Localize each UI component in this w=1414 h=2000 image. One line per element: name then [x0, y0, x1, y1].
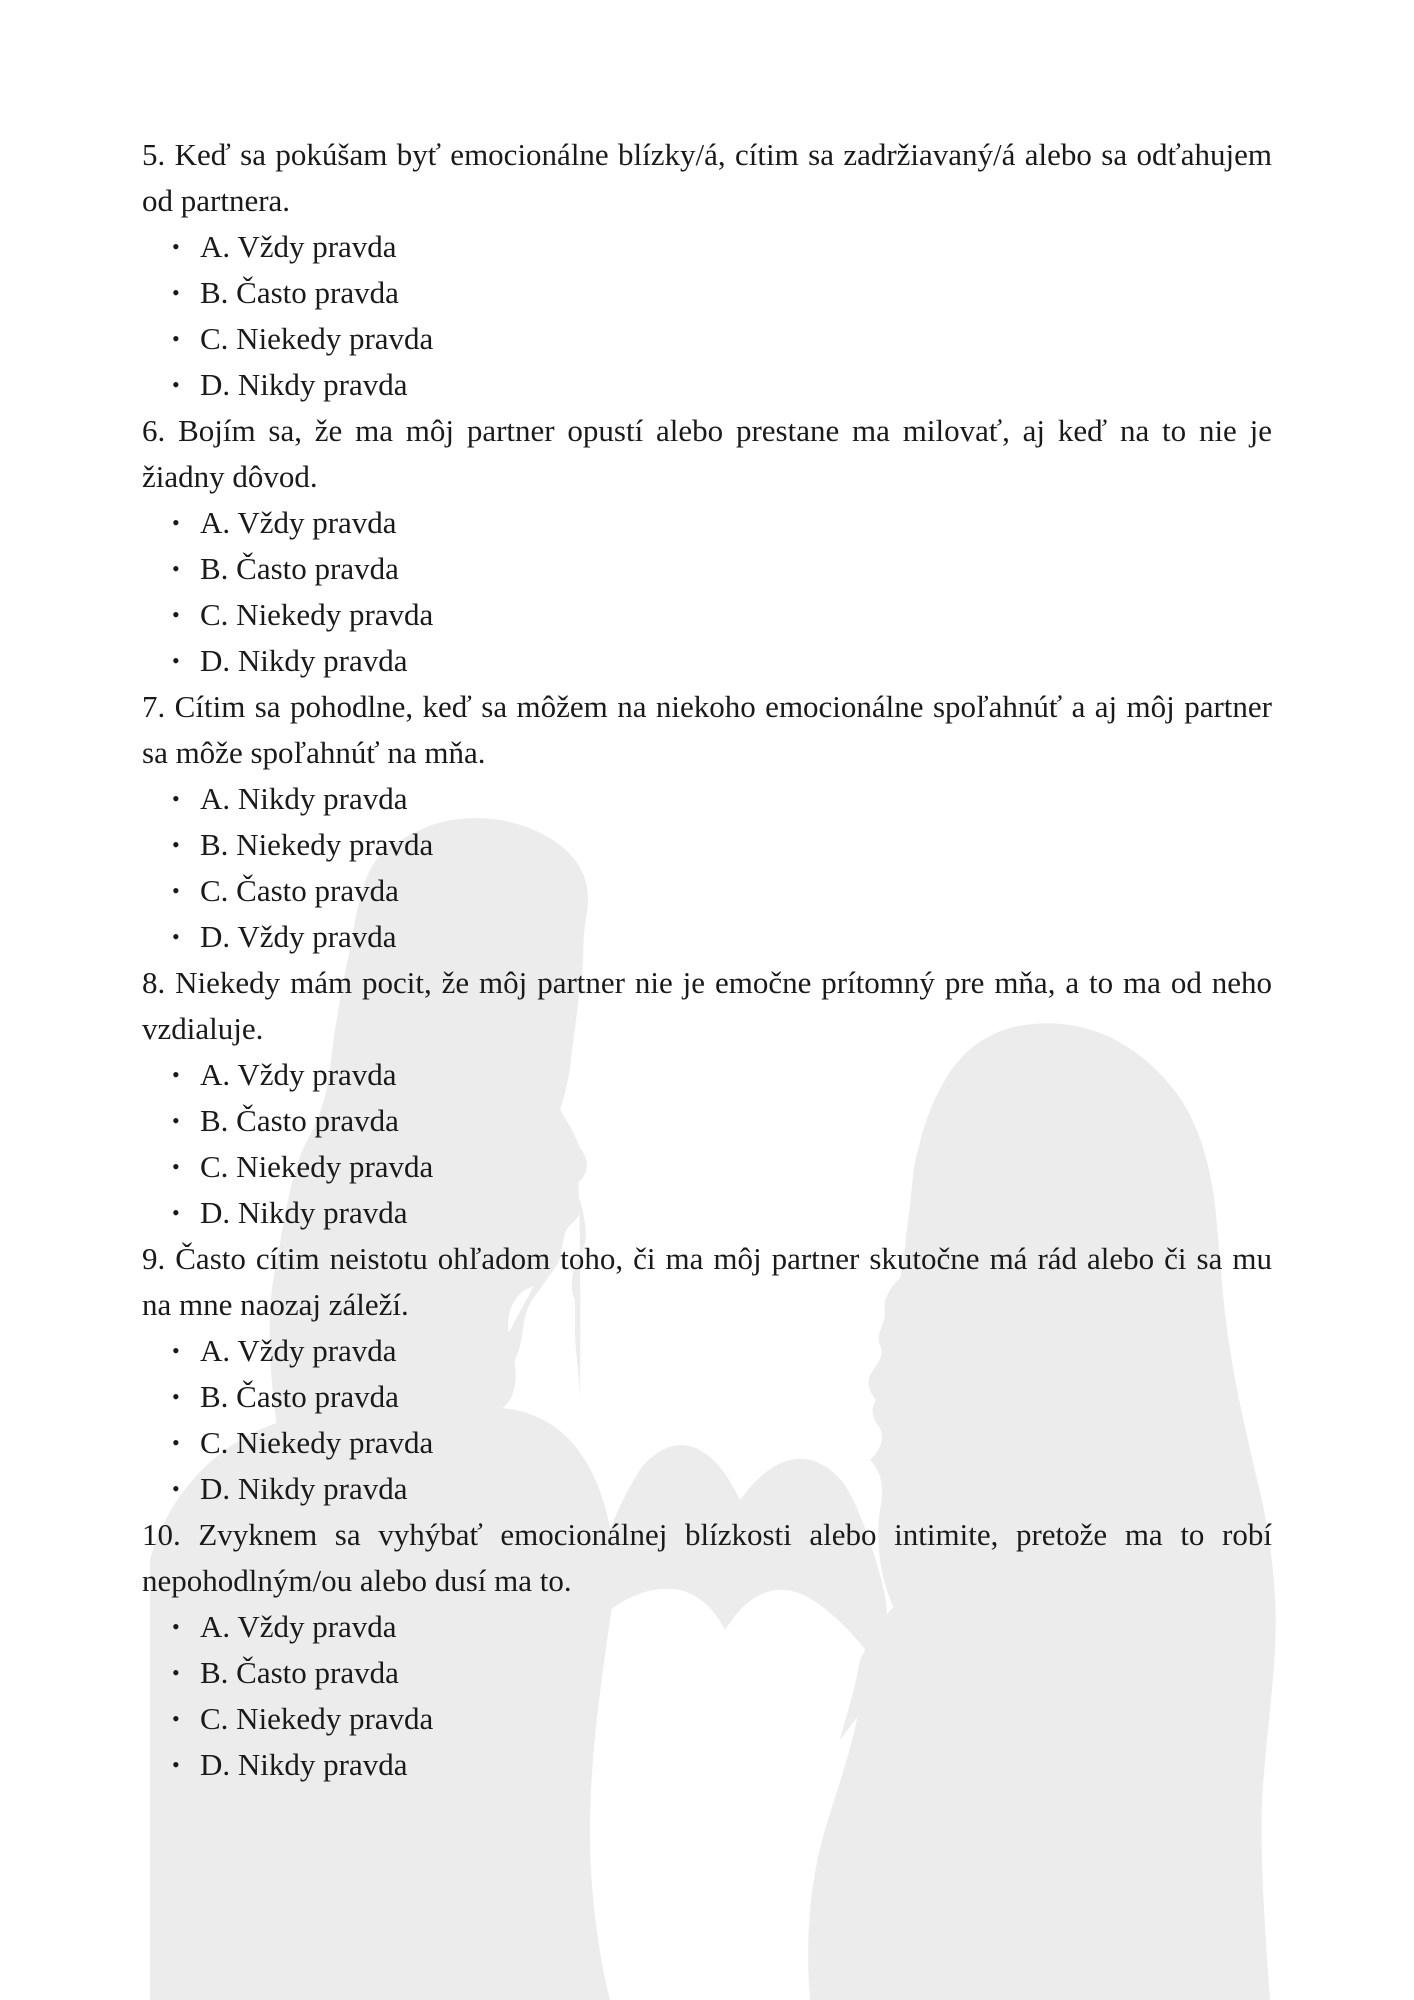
- answer-option-label: B. Často pravda: [200, 1655, 399, 1690]
- answer-option[interactable]: [172, 592, 1272, 638]
- answer-options: [142, 1052, 1272, 1236]
- question-9: [142, 1236, 1272, 1512]
- answer-option[interactable]: [172, 1696, 1272, 1742]
- answer-option-label: A. Vždy pravda: [200, 505, 397, 540]
- answer-option-label: B. Niekedy pravda: [200, 827, 434, 862]
- answer-option[interactable]: [172, 1328, 1272, 1374]
- answer-option-label: C. Niekedy pravda: [200, 1149, 434, 1184]
- question-7: [142, 684, 1272, 960]
- question-text: 10. Zvyknem sa vyhýbať emocionálnej blízkosti alebo intimite, pretože ma to robí nepohodlným/ou alebo dusí ma to.: [142, 1517, 1272, 1598]
- bullet-icon: •: [172, 1384, 180, 1409]
- question-text: 5. Keď sa pokúšam byť emocionálne blízky/á, cítim sa zadržiavaný/á alebo sa odťahujem od partnera.: [142, 137, 1272, 218]
- answer-option-label: B. Často pravda: [200, 1103, 399, 1138]
- bullet-icon: •: [172, 1614, 180, 1639]
- bullet-icon: •: [172, 1154, 180, 1179]
- question-text: 9. Často cítim neistotu ohľadom toho, či ma môj partner skutočne má rád alebo či sa mu na mne naozaj záleží.: [142, 1241, 1272, 1322]
- answer-option-label: D. Nikdy pravda: [200, 1747, 408, 1782]
- answer-option-label: C. Niekedy pravda: [200, 1701, 434, 1736]
- answer-option[interactable]: [172, 1742, 1272, 1788]
- answer-options: [142, 776, 1272, 960]
- bullet-icon: •: [172, 556, 180, 581]
- answer-option-label: D. Nikdy pravda: [200, 1195, 408, 1230]
- answer-option[interactable]: [172, 1098, 1272, 1144]
- answer-option-label: C. Často pravda: [200, 873, 399, 908]
- question-text: 8. Niekedy mám pocit, že môj partner nie je emočne prítomný pre mňa, a to ma od neho vzdialuje.: [142, 965, 1272, 1046]
- questionnaire: [142, 132, 1272, 1788]
- answer-option[interactable]: [172, 1190, 1272, 1236]
- answer-option[interactable]: [172, 1052, 1272, 1098]
- answer-options: [142, 1604, 1272, 1788]
- question-text: 7. Cítim sa pohodlne, keď sa môžem na niekoho emocionálne spoľahnúť a aj môj partner sa môže spoľahnúť na mňa.: [142, 689, 1272, 770]
- bullet-icon: •: [172, 1706, 180, 1731]
- answer-option-label: B. Často pravda: [200, 1379, 399, 1414]
- answer-option[interactable]: [172, 316, 1272, 362]
- answer-option-label: A. Vždy pravda: [200, 229, 397, 264]
- bullet-icon: •: [172, 1108, 180, 1133]
- answer-option-label: C. Niekedy pravda: [200, 597, 434, 632]
- answer-option-label: D. Nikdy pravda: [200, 1471, 408, 1506]
- answer-option-label: B. Často pravda: [200, 551, 399, 586]
- answer-option-label: C. Niekedy pravda: [200, 321, 434, 356]
- bullet-icon: •: [172, 510, 180, 535]
- answer-option-label: A. Vždy pravda: [200, 1333, 397, 1368]
- bullet-icon: •: [172, 280, 180, 305]
- bullet-icon: •: [172, 878, 180, 903]
- answer-option[interactable]: [172, 776, 1272, 822]
- answer-option[interactable]: [172, 1466, 1272, 1512]
- answer-option-label: A. Nikdy pravda: [200, 781, 408, 816]
- answer-options: [142, 224, 1272, 408]
- bullet-icon: •: [172, 372, 180, 397]
- question-5: [142, 132, 1272, 408]
- bullet-icon: •: [172, 1752, 180, 1777]
- bullet-icon: •: [172, 832, 180, 857]
- answer-option-label: C. Niekedy pravda: [200, 1425, 434, 1460]
- answer-options: [142, 500, 1272, 684]
- answer-option-label: D. Nikdy pravda: [200, 643, 408, 678]
- bullet-icon: •: [172, 1062, 180, 1087]
- answer-option[interactable]: [172, 1650, 1272, 1696]
- bullet-icon: •: [172, 1430, 180, 1455]
- answer-option[interactable]: [172, 1374, 1272, 1420]
- bullet-icon: •: [172, 786, 180, 811]
- answer-option-label: D. Nikdy pravda: [200, 367, 408, 402]
- bullet-icon: •: [172, 648, 180, 673]
- bullet-icon: •: [172, 1338, 180, 1363]
- bullet-icon: •: [172, 234, 180, 259]
- answer-option[interactable]: [172, 1144, 1272, 1190]
- bullet-icon: •: [172, 1660, 180, 1685]
- bullet-icon: •: [172, 326, 180, 351]
- answer-option[interactable]: [172, 914, 1272, 960]
- answer-option[interactable]: [172, 546, 1272, 592]
- answer-options: [142, 1328, 1272, 1512]
- answer-option[interactable]: [172, 822, 1272, 868]
- answer-option[interactable]: [172, 1420, 1272, 1466]
- answer-option[interactable]: [172, 224, 1272, 270]
- answer-option[interactable]: [172, 1604, 1272, 1650]
- question-10: [142, 1512, 1272, 1788]
- bullet-icon: •: [172, 602, 180, 627]
- question-text: 6. Bojím sa, že ma môj partner opustí alebo prestane ma milovať, aj keď na to nie je žiadny dôvod.: [142, 413, 1272, 494]
- answer-option[interactable]: [172, 868, 1272, 914]
- answer-option[interactable]: [172, 500, 1272, 546]
- answer-option-label: B. Často pravda: [200, 275, 399, 310]
- answer-option-label: A. Vždy pravda: [200, 1057, 397, 1092]
- bullet-icon: •: [172, 1200, 180, 1225]
- question-8: [142, 960, 1272, 1236]
- answer-option-label: D. Vždy pravda: [200, 919, 397, 954]
- answer-option-label: A. Vždy pravda: [200, 1609, 397, 1644]
- answer-option[interactable]: [172, 638, 1272, 684]
- answer-option[interactable]: [172, 270, 1272, 316]
- bullet-icon: •: [172, 924, 180, 949]
- bullet-icon: •: [172, 1476, 180, 1501]
- answer-option[interactable]: [172, 362, 1272, 408]
- question-6: [142, 408, 1272, 684]
